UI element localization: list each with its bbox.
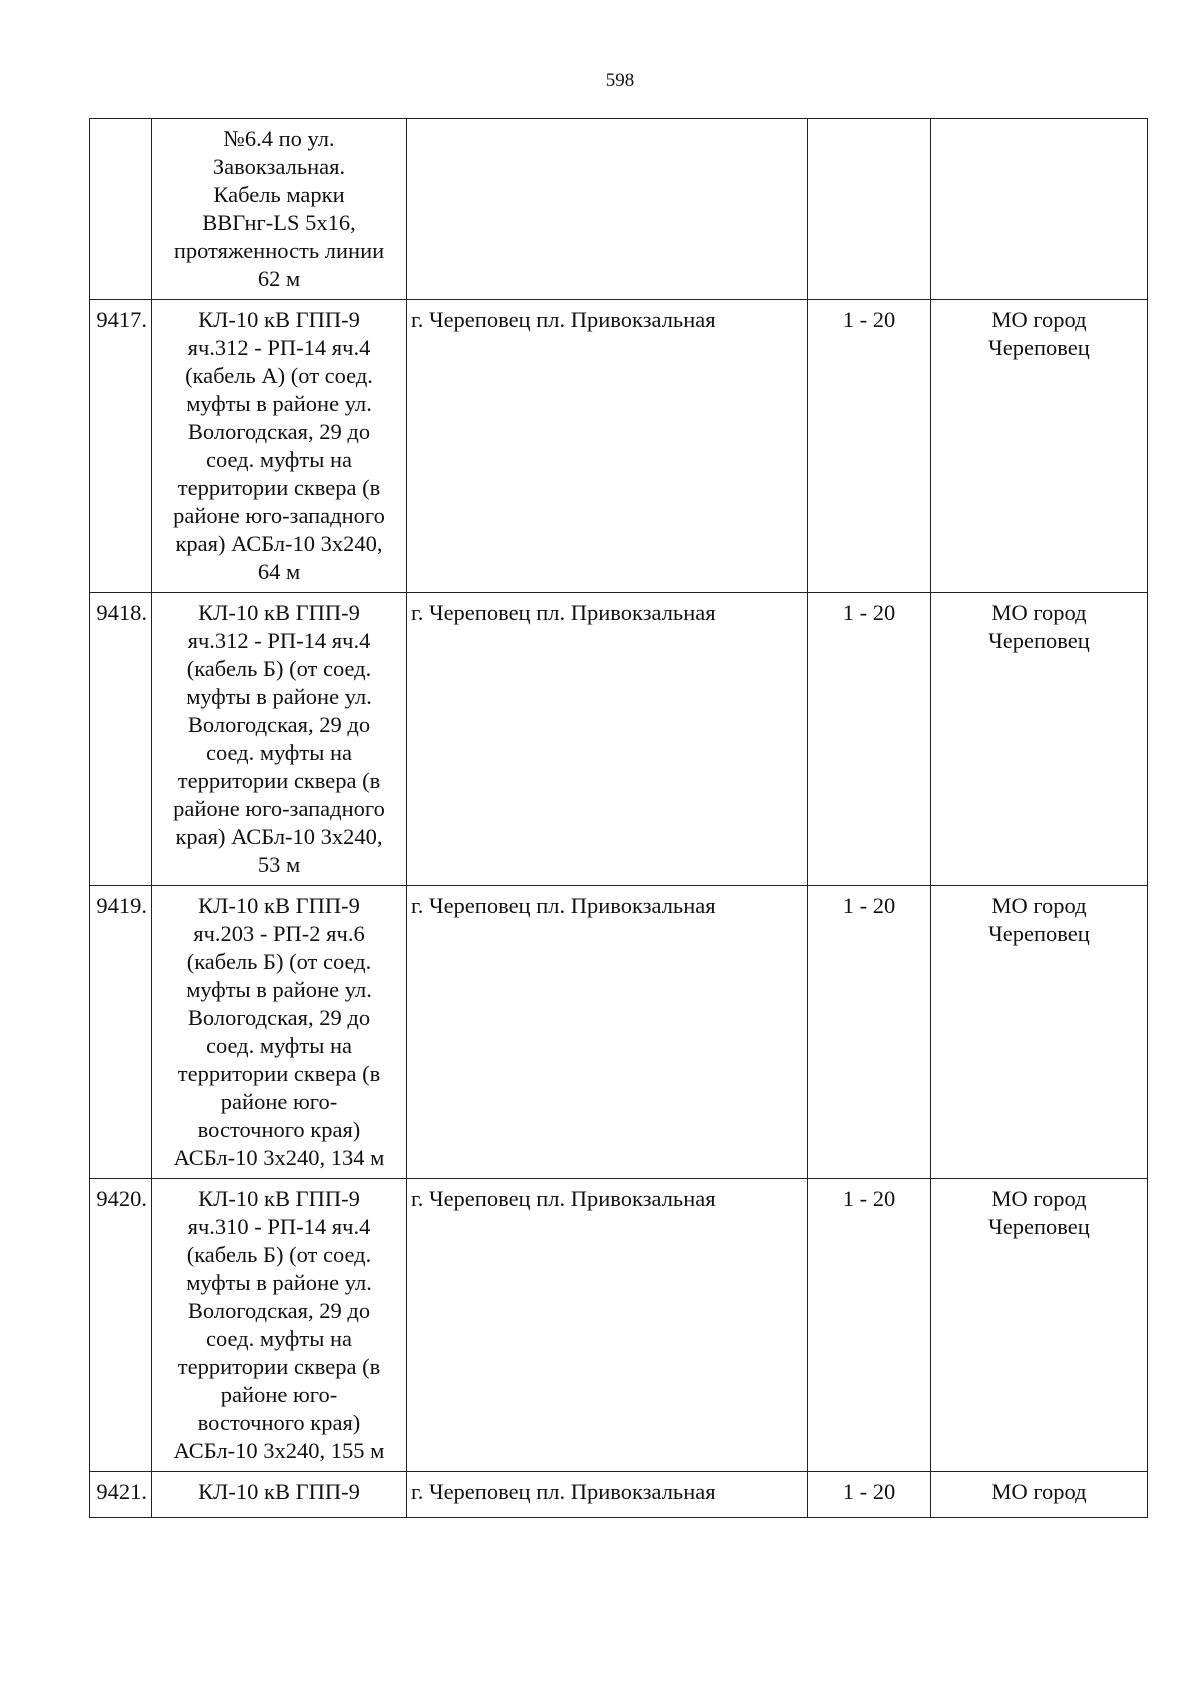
owner-line: Череповец	[988, 921, 1090, 946]
object-name-cell	[152, 886, 407, 1179]
row-number-cell: 9418.	[90, 593, 152, 886]
range-cell: 1 - 20	[808, 1472, 931, 1518]
object-name-line: Вологодская, 29 до	[187, 1005, 371, 1030]
object-name-line: края) АСБл-10 3x240,	[175, 824, 383, 849]
object-name-line: соед. муфты на	[205, 447, 352, 472]
owner-cell	[931, 1179, 1148, 1472]
row-number-cell: 9421.	[90, 1472, 152, 1518]
owner-cell	[931, 1472, 1148, 1518]
object-name-line: (кабель Б) (от соед.	[186, 1242, 372, 1267]
object-name-line: муфты в районе ул.	[186, 684, 372, 709]
object-name-line: районе юго-	[220, 1089, 338, 1114]
object-name-cell	[152, 1472, 407, 1518]
object-name-line: АСБл-10 3x240, 155 м	[173, 1438, 385, 1463]
registry-table	[89, 118, 1148, 1518]
object-name-line: КЛ-10 кВ ГПП-9	[198, 893, 360, 918]
object-name-line: восточного края)	[197, 1410, 361, 1435]
owner-line: МО город	[991, 307, 1087, 332]
range-cell: 1 - 20	[808, 886, 931, 1179]
owner-line: Череповец	[988, 628, 1090, 653]
object-name-line: яч.312 - РП-14 яч.4	[187, 628, 371, 653]
table-row	[90, 300, 1148, 593]
address-cell: г. Череповец пл. Привокзальная	[407, 1472, 808, 1518]
table-row	[90, 886, 1148, 1179]
object-name-line: №6.4 по ул.	[223, 126, 335, 151]
range-cell: 1 - 20	[808, 300, 931, 593]
object-name-line: территории сквера (в	[177, 768, 381, 793]
address-cell	[407, 119, 808, 300]
object-name-line: районе юго-	[220, 1382, 338, 1407]
object-name-line: протяженность линии	[173, 238, 385, 263]
owner-cell	[931, 119, 1148, 300]
address-cell: г. Череповец пл. Привокзальная	[407, 886, 808, 1179]
object-name-line: соед. муфты на	[205, 1033, 352, 1058]
object-name-line: Завокзальная.	[212, 154, 346, 179]
owner-cell	[931, 300, 1148, 593]
object-name-line: (кабель Б) (от соед.	[186, 656, 372, 681]
object-name-line: КЛ-10 кВ ГПП-9	[198, 307, 360, 332]
address-cell: г. Череповец пл. Привокзальная	[407, 593, 808, 886]
object-name-line: муфты в районе ул.	[186, 391, 372, 416]
object-name-line: соед. муфты на	[205, 740, 352, 765]
object-name-line: Кабель марки	[213, 182, 345, 207]
object-name-cell	[152, 119, 407, 300]
row-number-cell: 9420.	[90, 1179, 152, 1472]
table-row	[90, 119, 1148, 300]
owner-line: МО город	[991, 1186, 1087, 1211]
object-name-line: КЛ-10 кВ ГПП-9	[198, 1479, 360, 1504]
page-number: 598	[605, 70, 635, 91]
object-name-line: 53 м	[257, 852, 301, 877]
range-cell: 1 - 20	[808, 593, 931, 886]
range-cell: 1 - 20	[808, 1179, 931, 1472]
object-name-line: соед. муфты на	[205, 1326, 352, 1351]
object-name-line: края) АСБл-10 3x240,	[175, 531, 383, 556]
object-name-line: Вологодская, 29 до	[187, 1298, 371, 1323]
object-name-line: АСБл-10 3x240, 134 м	[173, 1145, 385, 1170]
table-row	[90, 1179, 1148, 1472]
object-name-line: (кабель Б) (от соед.	[186, 949, 372, 974]
object-name-line: восточного края)	[197, 1117, 361, 1142]
owner-line: МО город	[991, 1479, 1087, 1504]
object-name-line: Вологодская, 29 до	[187, 712, 371, 737]
row-number-cell: 9417.	[90, 300, 152, 593]
object-name-line: районе юго-западного	[173, 796, 385, 821]
object-name-line: КЛ-10 кВ ГПП-9	[198, 1186, 360, 1211]
object-name-line: ВВГнг-LS 5x16,	[202, 210, 356, 235]
object-name-line: районе юго-западного	[173, 503, 385, 528]
row-number-cell: 9419.	[90, 886, 152, 1179]
object-name-line: яч.203 - РП-2 яч.6	[193, 921, 365, 946]
object-name-line: яч.310 - РП-14 яч.4	[187, 1214, 371, 1239]
object-name-line: муфты в районе ул.	[186, 977, 372, 1002]
owner-cell	[931, 593, 1148, 886]
object-name-line: 62 м	[257, 266, 301, 291]
object-name-line: (кабель А) (от соед.	[185, 363, 373, 388]
object-name-line: территории сквера (в	[177, 1061, 381, 1086]
address-cell: г. Череповец пл. Привокзальная	[407, 300, 808, 593]
object-name-cell	[152, 300, 407, 593]
registry-table-body	[90, 119, 1148, 1518]
object-name-cell	[152, 1179, 407, 1472]
owner-line: Череповец	[988, 1214, 1090, 1239]
object-name-line: Вологодская, 29 до	[187, 419, 371, 444]
owner-cell	[931, 886, 1148, 1179]
object-name-line: КЛ-10 кВ ГПП-9	[198, 600, 360, 625]
table-row	[90, 593, 1148, 886]
address-cell: г. Череповец пл. Привокзальная	[407, 1179, 808, 1472]
object-name-line: яч.312 - РП-14 яч.4	[187, 335, 371, 360]
owner-line: МО город	[991, 893, 1087, 918]
object-name-line: муфты в районе ул.	[186, 1270, 372, 1295]
object-name-line: территории сквера (в	[177, 1354, 381, 1379]
object-name-cell	[152, 593, 407, 886]
range-cell	[808, 119, 931, 300]
object-name-line: территории сквера (в	[177, 475, 381, 500]
owner-line: Череповец	[988, 335, 1090, 360]
table-row	[90, 1472, 1148, 1518]
owner-line: МО город	[991, 600, 1087, 625]
object-name-line: 64 м	[257, 559, 301, 584]
row-number-cell	[90, 119, 152, 300]
